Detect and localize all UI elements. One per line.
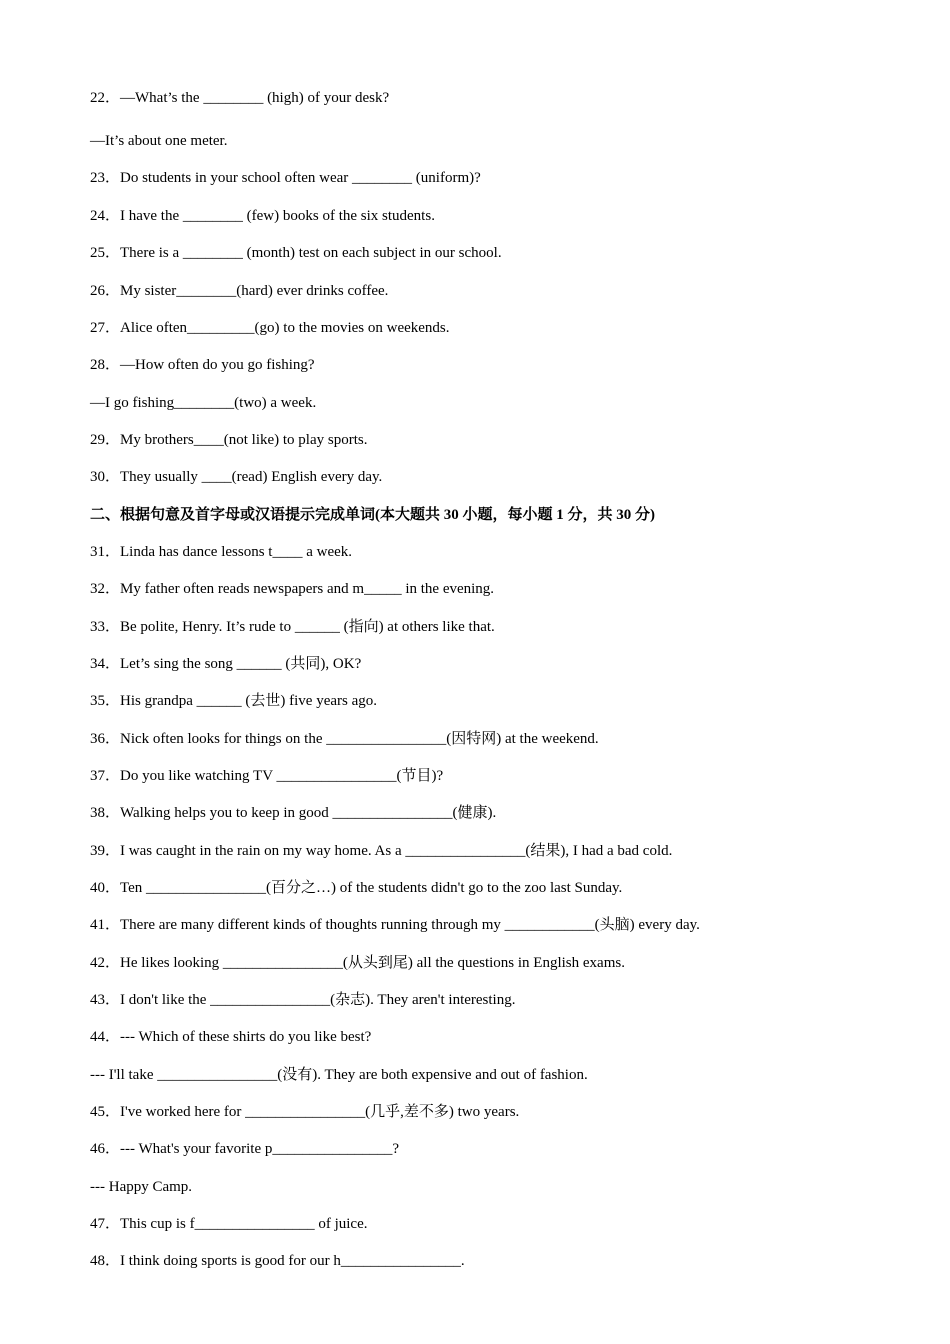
- question-35: 35．His grandpa ______ (去世) five years ago.: [90, 693, 378, 709]
- question-33: 33．Be polite, Henry. It’s rude to ______ (指向) at others like that.: [90, 619, 495, 635]
- question-41: 41．There are many different kinds of thoughts running through my ____________(头脑) every day.: [90, 917, 700, 933]
- question-43: 43．I don't like the ________________(杂志). They aren't interesting.: [90, 992, 516, 1008]
- question-32: 32．My father often reads newspapers and m_____ in the evening.: [90, 581, 495, 597]
- question-30: 30．They usually ____(read) English every day.: [90, 469, 383, 485]
- question-44: 44．--- Which of these shirts do you like best?: [90, 1029, 372, 1045]
- question-39: 39．I was caught in the rain on my way home. As a ________________(结果), I had a bad cold.: [90, 843, 673, 859]
- question-22: 22．—What’s the ________ (high) of your desk?: [90, 90, 390, 106]
- question-31: 31．Linda has dance lessons t____ a week.: [90, 544, 353, 560]
- question-36: 36．Nick often looks for things on the ________________(因特网) at the weekend.: [90, 731, 599, 747]
- question-42: 42．He likes looking ________________(从头到尾) all the questions in English exams.: [90, 955, 625, 971]
- question-23: 23．Do students in your school often wear ________ (uniform)?: [90, 170, 481, 186]
- answer-22: —It’s about one meter.: [90, 133, 228, 149]
- question-25: 25．There is a ________ (month) test on each subject in our school.: [90, 245, 502, 261]
- question-27: 27．Alice often_________(go) to the movies on weekends.: [90, 320, 450, 336]
- question-37: 37．Do you like watching TV ________________(节目)?: [90, 768, 444, 784]
- question-45: 45．I've worked here for ________________(几乎,差不多) two years.: [90, 1104, 520, 1120]
- question-40: 40．Ten ________________(百分之…) of the students didn't go to the zoo last Sunday.: [90, 880, 623, 896]
- question-34: 34．Let’s sing the song ______ (共同), OK?: [90, 656, 362, 672]
- question-24: 24．I have the ________ (few) books of the six students.: [90, 208, 435, 224]
- section-heading: 二、根据句意及首字母或汉语提示完成单词(本大题共 30 小题，每小题 1 分，共 30 分): [90, 507, 655, 523]
- question-28: 28．—How often do you go fishing?: [90, 357, 315, 373]
- question-48: 48．I think doing sports is good for our h________________.: [90, 1253, 465, 1269]
- answer-44: --- I'll take ________________(没有). They are both expensive and out of fashion.: [90, 1067, 588, 1083]
- question-26: 26．My sister________(hard) ever drinks coffee.: [90, 283, 389, 299]
- answer-46: --- Happy Camp.: [90, 1179, 193, 1195]
- question-46: 46．--- What's your favorite p________________?: [90, 1141, 400, 1157]
- answer-28: —I go fishing________(two) a week.: [90, 395, 317, 411]
- question-38: 38．Walking helps you to keep in good ________________(健康).: [90, 805, 497, 821]
- question-29: 29．My brothers____(not like) to play sports.: [90, 432, 368, 448]
- question-47: 47．This cup is f________________ of juice.: [90, 1216, 368, 1232]
